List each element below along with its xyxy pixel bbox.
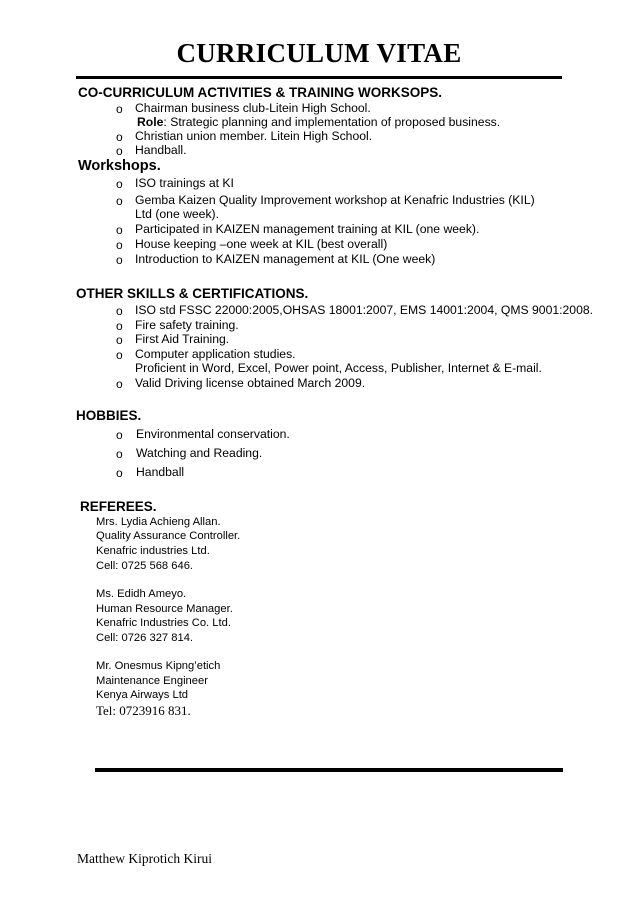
bottom-divider <box>95 768 563 772</box>
referee-position: Quality Assurance Controller. <box>96 530 241 542</box>
workshop-item: ISO trainings at KI <box>135 176 234 190</box>
bullet-icon: o <box>116 177 123 191</box>
bullet-icon: o <box>116 130 123 144</box>
title-divider <box>76 76 562 79</box>
referee-company: Kenya Airways Ltd <box>96 689 189 701</box>
workshop-item: Introduction to KAIZEN management at KIL (One week) <box>135 252 436 266</box>
workshops-heading: Workshops. <box>78 158 161 174</box>
referee-company: Kenafric Industries Co. Ltd. <box>96 617 231 629</box>
skill-item: Computer application studies. <box>135 347 296 361</box>
skill-item: Fire safety training. <box>135 318 239 332</box>
co-curriculum-item: Christian union member. Litein High School. <box>135 129 373 143</box>
skills-heading: OTHER SKILLS & CERTIFICATIONS. <box>76 286 309 301</box>
referee-phone: Tel: 0723916 831. <box>96 703 191 718</box>
referee-position: Maintenance Engineer <box>96 675 208 687</box>
hobby-item: Environmental conservation. <box>136 427 290 441</box>
co-curriculum-item: Handball. <box>135 143 187 157</box>
bullet-icon: o <box>116 304 123 318</box>
bullet-icon: o <box>116 253 123 267</box>
referee-phone: Cell: 0726 327 814. <box>96 632 194 644</box>
bullet-icon: o <box>116 102 123 116</box>
hobbies-heading: HOBBIES. <box>76 408 142 423</box>
hobby-item: Watching and Reading. <box>136 446 263 460</box>
role-line <box>137 115 500 129</box>
skill-item-continuation: Proficient in Word, Excel, Power point, Access, Publisher, Internet & E-mail. <box>135 361 542 375</box>
skill-item: ISO std FSSC 22000:2005,OHSAS 18001:2007, EMS 14001:2004, QMS 9001:2008. <box>135 303 594 317</box>
footer-name: Matthew Kiprotich Kirui <box>77 851 212 866</box>
co-curriculum-heading: CO-CURRICULUM ACTIVITIES & TRAINING WORKSOPS. <box>78 85 442 100</box>
bullet-icon: o <box>116 194 123 208</box>
skill-item: First Aid Training. <box>135 332 230 346</box>
bullet-icon: o <box>116 144 123 158</box>
role-label: Role <box>137 115 164 129</box>
bullet-icon: o <box>116 348 123 362</box>
role-text: : Strategic planning and implementation of proposed business. <box>163 115 501 129</box>
bullet-icon: o <box>116 447 123 461</box>
workshop-item: House keeping –one week at KIL (best overall) <box>135 237 388 251</box>
workshop-item: Participated in KAIZEN management training at KIL (one week). <box>135 222 480 236</box>
referee-name: Ms. Edidh Ameyo. <box>96 588 187 600</box>
referee-name: Mrs. Lydia Achieng Allan. <box>96 516 221 528</box>
referee-position: Human Resource Manager. <box>96 603 233 615</box>
referee-company: Kenafric industries Ltd. <box>96 545 210 557</box>
workshop-item: Gemba Kaizen Quality Improvement workshop at Kenafric Industries (KIL) <box>135 193 535 207</box>
co-curriculum-item: Chairman business club-Litein High School. <box>135 101 371 115</box>
bullet-icon: o <box>116 333 123 347</box>
bullet-icon: o <box>116 319 123 333</box>
hobby-item: Handball <box>136 465 185 479</box>
skill-item: Valid Driving license obtained March 2009. <box>135 376 366 390</box>
bullet-icon: o <box>116 223 123 237</box>
bullet-icon: o <box>116 238 123 252</box>
page-title: CURRICULUM VITAE <box>176 38 462 68</box>
referees-heading: REFEREES. <box>80 499 157 514</box>
referee-name: Mr. Onesmus Kipng’etich <box>96 660 221 672</box>
workshop-item-continuation: Ltd (one week). <box>135 207 220 221</box>
referee-phone: Cell: 0725 568 646. <box>96 560 194 572</box>
bullet-icon: o <box>116 428 123 442</box>
bullet-icon: o <box>116 466 123 480</box>
bullet-icon: o <box>116 377 123 391</box>
